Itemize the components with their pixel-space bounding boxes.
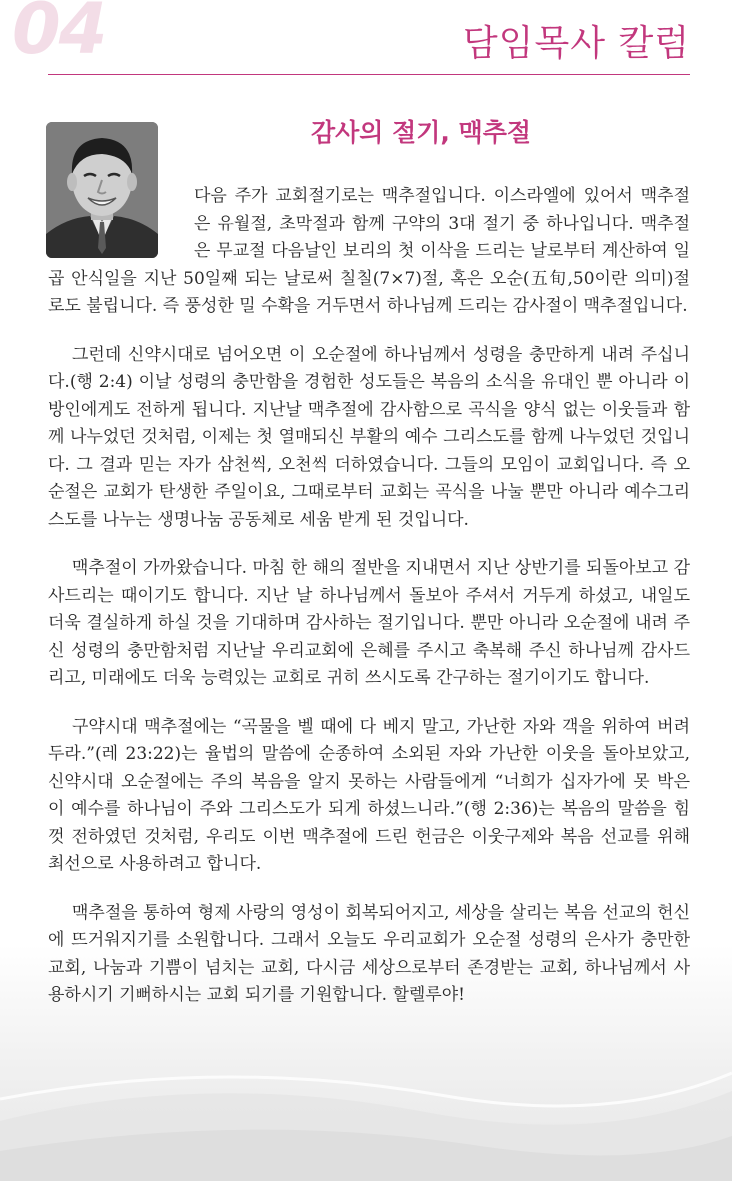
article-body xyxy=(48,183,690,1031)
decorative-swoosh xyxy=(0,1051,732,1181)
paragraph: 맥추절이 가까왔습니다. 마침 한 해의 절반을 지내면서 지난 상반기를 되돌아보고 감사드리는 때이기도 합니다. 지난 날 하나님께서 돌보아 주셔서 거두게 하셨고, 내일도 더욱 결실하게 하실 것을 기대하며 감사하는 절기입니다. 뿐만 아니라 오순절에 내려 주신 성령의 충만함처럼 지난날 우리교회에 은혜를 주시고 축복해 주신 하나님께 감사드리고, 미래에도 더욱 능력있는 교회로 귀히 쓰시도록 간구하는 절기이기도 합니다. xyxy=(48,558,690,688)
article-title: 감사의 절기, 맥추절 xyxy=(310,118,532,147)
section-title: 담임목사 칼럼 xyxy=(462,23,690,64)
paragraph: 맥추절을 통하여 형제 사랑의 영성이 회복되어지고, 세상을 살리는 복음 선교의 헌신에 뜨거워지기를 소원합니다. 그래서 오늘도 우리교회가 오순절 성령의 은사가 충만한 교회, 나눔과 기쁨이 넘치는 교회, 다시금 세상으로부터 존경받는 교회, 하나님께서 사용하시기 기뻐하시는 교회 되기를 기원합니다. 할렐루야! xyxy=(48,902,690,1005)
header-divider xyxy=(48,74,690,75)
paragraph: 그런데 신약시대로 넘어오면 이 오순절에 하나님께서 성령을 충만하게 내려 주십니다.(행 2:4) 이날 성령의 충만함을 경험한 성도들은 복음의 소식을 유대인 뿐 아니라 이방인에게도 전하게 됩니다. 지난날 맥추절에 감사함으로 곡식을 양식 없는 이웃들과 함께 나누었던 것처럼, 이제는 첫 열매되신 부활의 예수 그리스도를 함께 나누었던 것입니다. 그 결과 믿는 자가 삼천씩, 오천씩 더하였습니다. 그들의 모임이 교회입니다. 즉 오순절은 교회가 탄생한 주일이요, 그때로부터 교회는 곡식을 나눌 뿐만 아니라 예수그리스도를 나누는 생명나눔 공동체로 세움 받게 된 것입니다. xyxy=(48,344,690,530)
paragraph: 구약시대 맥추절에는 “곡물을 벨 때에 다 베지 말고, 가난한 자와 객을 위하여 버려두라.”(레 23:22)는 율법의 말씀에 순종하여 소외된 자와 가난한 이웃을 돌아보았고, 신약시대 오순절에는 주의 복음을 알지 못하는 사람들에게 “너희가 십자가에 못 박은 이 예수를 하나님이 주와 그리스도가 되게 하셨느니라.”(행 2:36)는 복음의 말씀을 힘껏 전하였던 것처럼, 우리도 이번 맥추절에 드린 헌금은 이웃구제와 복음 선교를 위해 최선으로 사용하려고 합니다. xyxy=(48,716,690,874)
paragraph-text: 다음 주가 교회절기로는 맥추절입니다. 이스라엘에 있어서 맥추절은 유월절, 초막절과 함께 구약의 3대 절기 중 하나입니다. 맥추절은 무교절 다음날인 보리의 첫 이삭을 드리는 날로부터 계산하여 일곱 안식일을 지난 50일째 되는 날로써 칠칠(7×7)절, 혹은 오순(五旬,50이란 의미)절로도 불립니다. 즉 풍성한 밀 수확을 거두면서 하나님께 드리는 감사절이 맥추절입니다. xyxy=(48,186,690,316)
paragraph xyxy=(48,183,690,321)
page-number: 04 xyxy=(12,0,106,70)
